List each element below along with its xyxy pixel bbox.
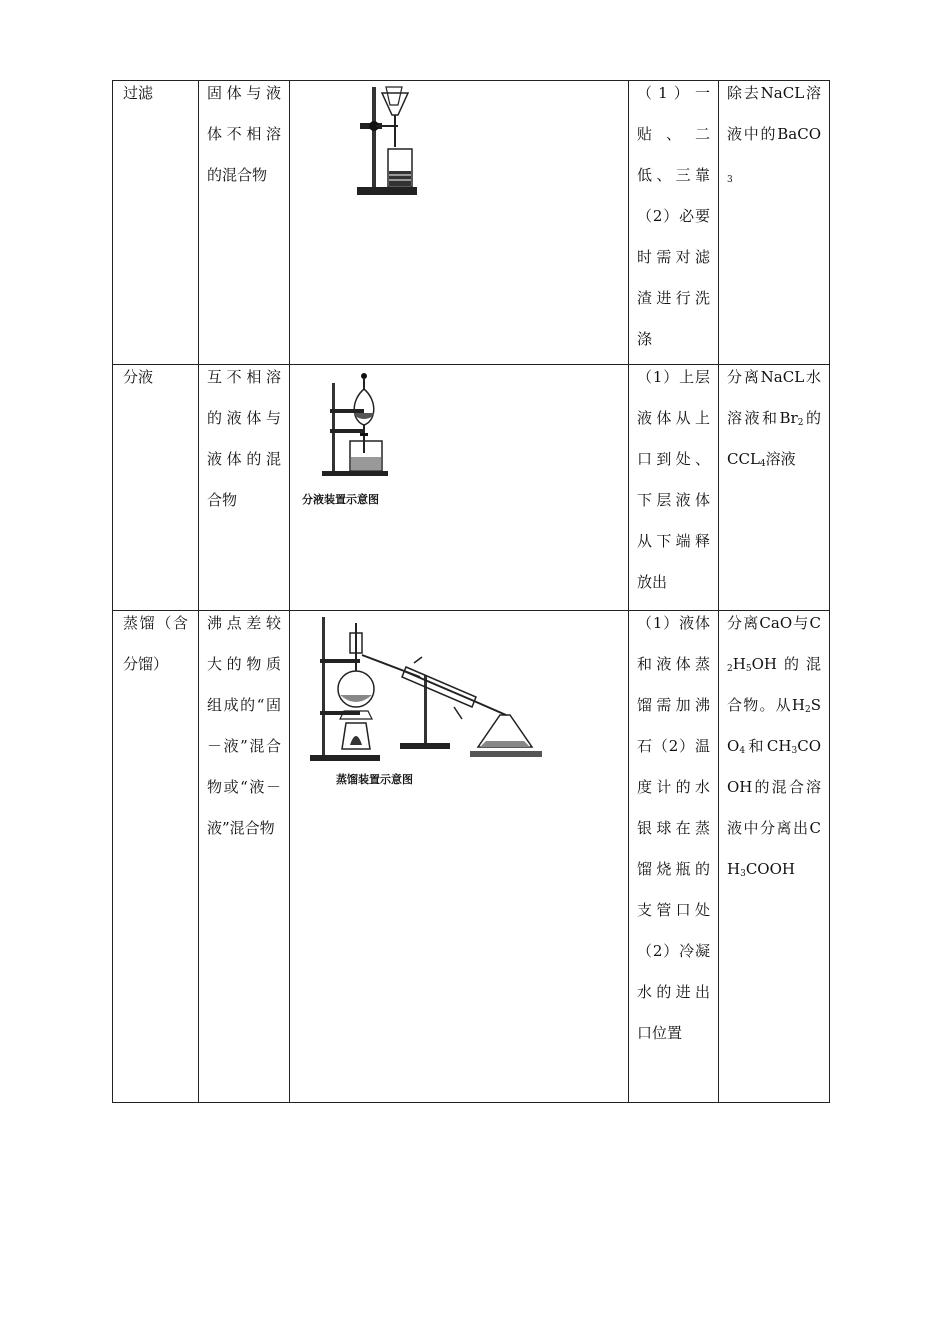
filtration-apparatus-diagram xyxy=(352,85,432,205)
notes-text: （1）上层液体从上口到处、下层液体从下端释放出 xyxy=(637,368,710,591)
notes-cell xyxy=(629,611,719,1103)
table-row xyxy=(113,81,830,365)
method-cell xyxy=(113,365,199,611)
notes-cell xyxy=(629,365,719,611)
example-text: 分离CaO与$C_2H_5OH$的混合物。从$H_2SO_4$和$CH_3COOH$的混合溶液中分离出$CH_3COOH$ xyxy=(727,614,821,879)
example-text: 分离NaCL水溶液和$Br_2$的$CCL_4$溶液 xyxy=(727,368,821,469)
separatory-caption: 分液装置示意图 xyxy=(302,493,379,506)
example-cell xyxy=(719,81,830,365)
distillation-apparatus-diagram xyxy=(310,615,560,775)
example-cell xyxy=(719,365,830,611)
applicable-cell xyxy=(199,611,290,1103)
applicable-text: 互不相溶的液体与液体的混合物 xyxy=(207,368,281,509)
notes-cell xyxy=(629,81,719,365)
applicable-cell xyxy=(199,365,290,611)
method-name: 蒸馏（含分馏） xyxy=(123,614,188,673)
separatory-funnel-diagram xyxy=(320,371,400,481)
method-cell xyxy=(113,81,199,365)
applicable-text: 固体与液体不相溶的混合物 xyxy=(207,84,281,184)
applicable-cell xyxy=(199,81,290,365)
table-row xyxy=(113,611,830,1103)
apparatus-cell xyxy=(290,611,629,1103)
apparatus-cell xyxy=(290,81,629,365)
table-row xyxy=(113,365,830,611)
notes-text: （1）一贴、二低、三靠（2）必要时需对滤渣进行洗涤 xyxy=(637,84,710,348)
method-name: 分液 xyxy=(123,368,154,386)
example-text: 除去NaCL溶液中的BaCO$_3$ xyxy=(727,84,821,185)
method-cell xyxy=(113,611,199,1103)
distillation-caption: 蒸馏装置示意图 xyxy=(336,773,413,786)
applicable-text: 沸点差较大的物质组成的“固－液”混合物或“液－液”混合物 xyxy=(207,614,281,837)
method-name: 过滤 xyxy=(123,84,154,102)
example-cell xyxy=(719,611,830,1103)
notes-text: （1）液体和液体蒸馏需加沸石（2）温度计的水银球在蒸馏烧瓶的支管口处（2）冷凝水的进出口位置 xyxy=(637,614,710,1042)
separation-methods-table xyxy=(112,80,830,1103)
apparatus-cell xyxy=(290,365,629,611)
